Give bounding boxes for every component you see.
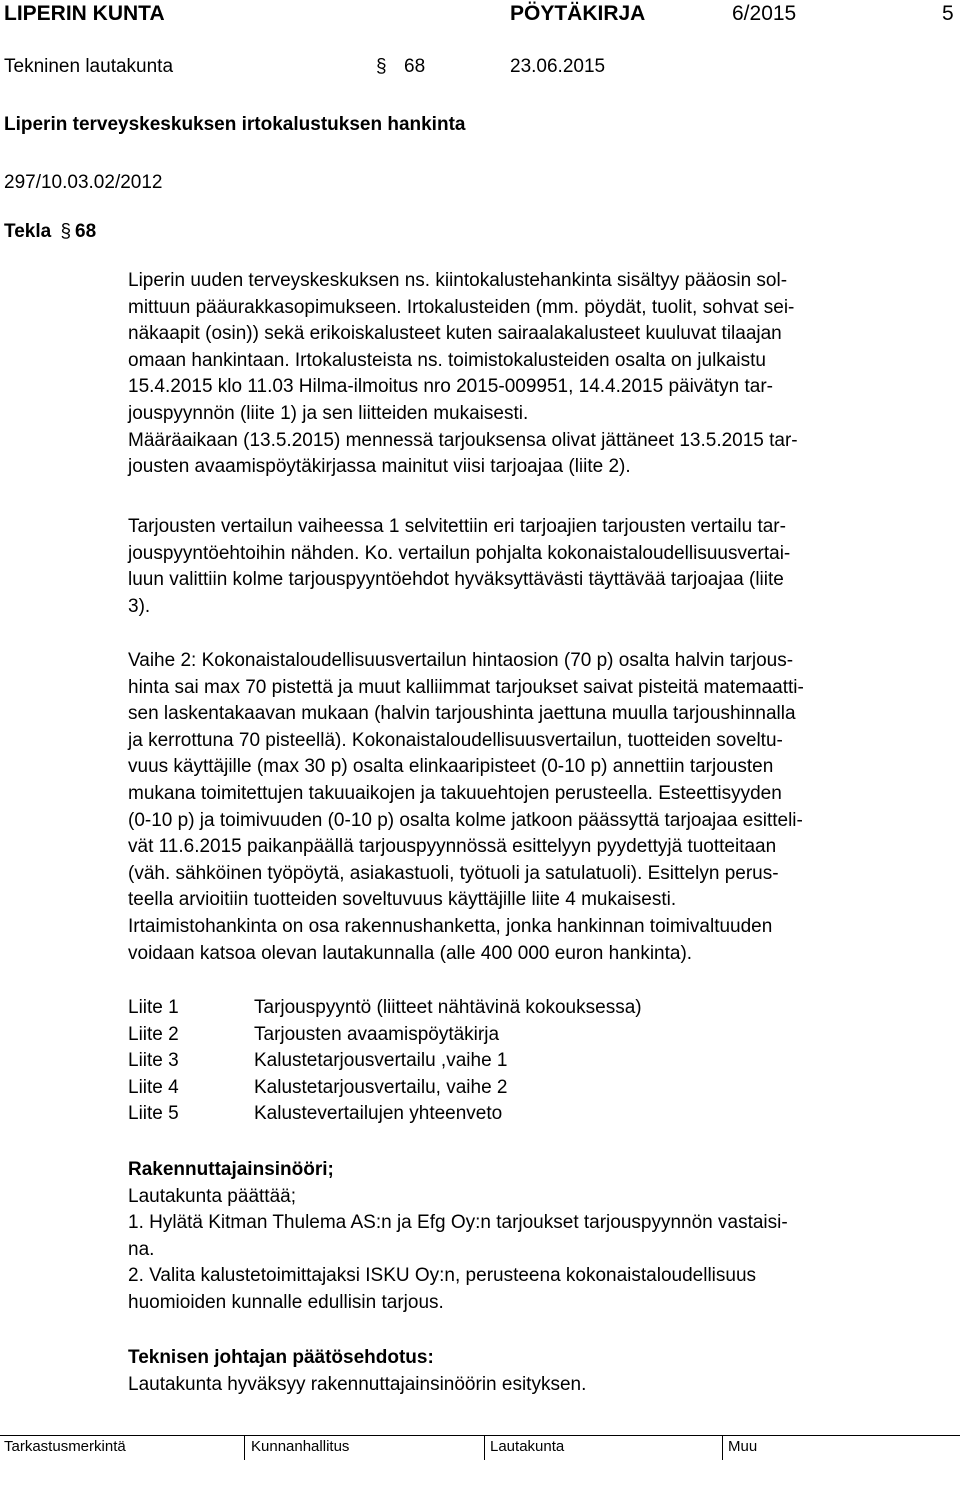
paragraph-line: 3). [128, 595, 151, 617]
proposal-line: 2. Valita kalustetoimittajaksi ISKU Oy:n, perusteena kokonaistaloudellisuus [128, 1265, 757, 1287]
footer-divider [722, 1436, 723, 1460]
paragraph-line: sen laskentakaavan mukaan (halvin tarjoushinta jaettuna muulla tarjoushinnalla [128, 703, 796, 725]
document-title: Liperin terveyskeskuksen irtokalustuksen hankinta [4, 114, 466, 135]
paragraph-line: jousten avaamispöytäkirjassa mainitut viisi tarjoajaa (liite 2). [128, 456, 631, 478]
section-label: Tekla [4, 221, 52, 242]
proposal-line: huomioiden kunnalle edullisin tarjous. [128, 1291, 444, 1313]
paragraph-line: jouspyynnön (liite 1) ja sen liitteiden mukaisesti. [128, 402, 529, 424]
attachment-text: Kalustetarjousvertailu ,vaihe 1 [254, 1050, 508, 1072]
paragraph-comparison-phase1 [128, 514, 790, 620]
paragraph-background [128, 268, 798, 481]
paragraph-line: mittuun pääurakkasopimukseen. Irtokalusteiden (mm. pöydät, tuolit, sohvat sei- [128, 296, 795, 318]
paragraph-line: Määräaikaan (13.5.2015) mennessä tarjouksensa olivat jättäneet 13.5.2015 tar- [128, 429, 798, 451]
paragraph-line: (väh. sähköinen työpöytä, asiakastuoli, työtuoli ja satulatuoli). Esittelyn perus- [128, 862, 779, 884]
footer-cell-inspection: Tarkastusmerkintä [4, 1438, 126, 1455]
section-number: 68 [404, 56, 426, 77]
municipality-name: LIPERIN KUNTA [4, 2, 165, 25]
attachments-list [128, 995, 642, 1128]
attachment-label: Liite 1 [128, 997, 179, 1018]
proposal-heading: Rakennuttajainsinööri; [128, 1159, 334, 1180]
attachment-text: Tarjousten avaamispöytäkirja [254, 1023, 500, 1045]
section-symbol: § [60, 221, 72, 242]
attachment-text: Kalustevertailujen yhteenveto [254, 1103, 503, 1125]
paragraph-line: (0-10 p) ja toimivuuden (0-10 p) osalta kolme jatkoon päässyttä tarjoajaa esitteli- [128, 809, 803, 831]
attachment-label: Liite 5 [128, 1103, 179, 1125]
footer-cell-board: Lautakunta [490, 1438, 565, 1455]
section-value: 68 [75, 221, 97, 242]
paragraph-line: Liperin uuden terveyskeskuksen ns. kiintokalustehankinta sisältyy pääosin sol- [128, 270, 788, 291]
paragraph-line: näkaapit (osin)) sekä erikoiskalusteet kuten sairaalakalusteet kuuluvat tilaajan [128, 323, 782, 345]
case-number: 297/10.03.02/2012 [4, 172, 163, 193]
paragraph-line: mukana toimitettujen takuuaikojen ja takuuehtojen perusteella. Esteettisyyden [128, 782, 782, 804]
document-type: PÖYTÄKIRJA [510, 2, 646, 25]
paragraph-line: Vaihe 2: Kokonaistaloudellisuusvertailun hintaosion (70 p) osalta halvin tarjous- [128, 650, 794, 671]
attachment-row [128, 1075, 642, 1102]
paragraph-line: 15.4.2015 klo 11.03 Hilma-ilmoitus nro 2015-009951, 14.4.2015 päivätyn tar- [128, 376, 773, 398]
paragraph-line: teella arvioitiin tuotteiden soveltuvuus käyttäjille liite 4 mukaisesti. [128, 889, 677, 911]
attachment-row [128, 1048, 642, 1075]
proposal-line: Lautakunta hyväksyy rakennuttajainsinöörin esityksen. [128, 1373, 587, 1395]
document-number: 6/2015 [732, 2, 797, 25]
attachment-label: Liite 4 [128, 1076, 179, 1098]
proposal-technical-director [128, 1345, 586, 1398]
attachment-row [128, 1101, 642, 1128]
proposal-heading: Teknisen johtajan päätösehdotus: [128, 1347, 434, 1368]
paragraph-line: omaan hankintaan. Irtokalusteista ns. toimistokalusteiden osalta on julkaistu [128, 349, 766, 371]
paragraph-line: Tarjousten vertailun vaiheessa 1 selvitettiin eri tarjoajien tarjousten vertailu tar- [128, 516, 786, 537]
footer-cell-council: Kunnanhallitus [251, 1438, 350, 1455]
attachment-row [128, 1022, 642, 1049]
paragraph-line: voidaan katsoa olevan lautakunnalla (alle 400 000 euron hankinta). [128, 942, 693, 964]
page-number: 5 [942, 2, 954, 25]
proposal-line: na. [128, 1238, 155, 1260]
section-reference [4, 221, 96, 243]
footer-table [0, 1435, 960, 1462]
paragraph-line: luun valittiin kolme tarjouspyyntöehdot hyväksyttävästi täyttävää tarjoajaa (liite [128, 569, 784, 591]
proposal-line: Lautakunta päättää; [128, 1185, 296, 1207]
footer-divider [244, 1436, 245, 1460]
paragraph-comparison-phase2 [128, 648, 804, 967]
attachment-label: Liite 2 [128, 1023, 179, 1045]
paragraph-line: hinta sai max 70 pistettä ja muut kalliimmat tarjoukset saivat pisteitä matemaatti- [128, 676, 804, 698]
attachment-label: Liite 3 [128, 1050, 179, 1072]
section-symbol-header: § [376, 56, 387, 77]
attachment-text: Tarjouspyyntö (liitteet nähtävinä kokouksessa) [254, 997, 642, 1018]
paragraph-line: vuus käyttäjille (max 30 p) osalta elinkaaripisteet (0-10 p) annettiin tarjousten [128, 756, 774, 778]
attachment-row [128, 995, 642, 1022]
board-name: Tekninen lautakunta [4, 56, 174, 77]
footer-divider [484, 1436, 485, 1460]
meeting-date: 23.06.2015 [510, 56, 606, 77]
paragraph-line: vät 11.6.2015 paikanpäällä tarjouspyynnössä esittelyyn pyydettyjä tuotteitaan [128, 836, 777, 858]
paragraph-line: Irtaimistohankinta on osa rakennushanketta, jonka hankinnan toimivaltuuden [128, 915, 773, 937]
paragraph-line: ja kerrottuna 70 pisteellä). Kokonaistaloudellisuusvertailun, tuotteiden soveltu- [128, 729, 783, 751]
proposal-line: 1. Hylätä Kitman Thulema AS:n ja Efg Oy:n tarjoukset tarjouspyynnön vastaisi- [128, 1212, 788, 1234]
attachment-text: Kalustetarjousvertailu, vaihe 2 [254, 1076, 508, 1098]
footer-cell-other: Muu [728, 1438, 758, 1455]
paragraph-line: jouspyyntöehtoihin nähden. Ko. vertailun pohjalta kokonaistaloudellisuusvertai- [128, 542, 791, 564]
proposal-engineer [128, 1157, 788, 1317]
